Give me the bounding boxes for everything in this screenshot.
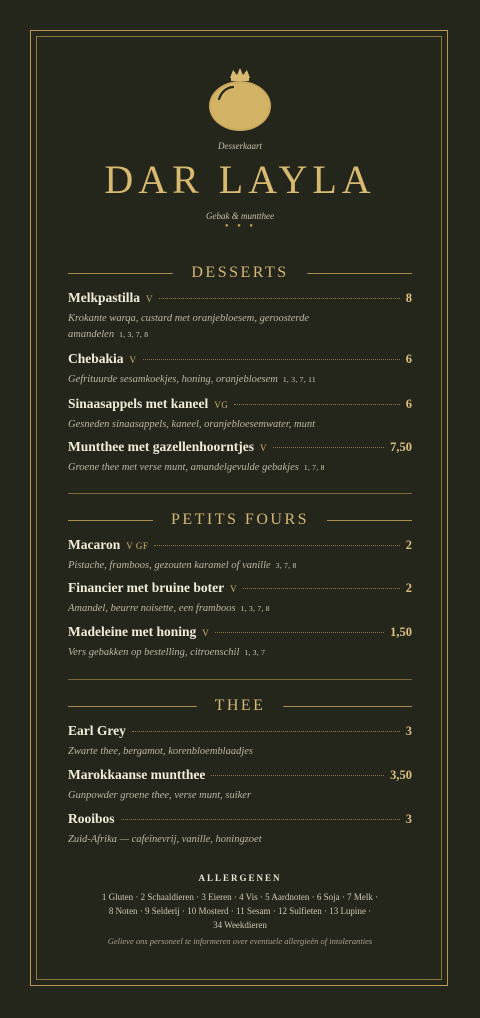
allergens-line: 8 Noten · 9 Selderij · 10 Mosterd · 11 Sesam · 12 Sulfieten · 13 Lupine · (108, 906, 372, 916)
dot-leader (121, 819, 400, 820)
item-name: Madeleine met honing (68, 624, 197, 639)
menu-item-chebakia (68, 351, 412, 388)
item-diet-tags: V (202, 628, 210, 638)
pomegranate-icon (205, 66, 275, 132)
item-description: Gunpowder groene thee, verse munt, suiker (68, 790, 252, 801)
item-price: 2 (405, 581, 412, 595)
item-name: Macaron (68, 537, 121, 552)
item-allergens: 1, 3, 7, 11 (282, 375, 316, 384)
allergens-title: ALLERGENEN (198, 873, 282, 883)
item-allergens: 1, 7, 8 (303, 463, 325, 472)
section-divider (68, 679, 412, 680)
dot-leader (159, 298, 400, 299)
dot-leader (243, 588, 400, 589)
item-price: 8 (405, 291, 412, 305)
item-diet-tags: V (146, 294, 154, 304)
item-name: Chebakia (68, 351, 124, 366)
item-description: Zuid-Afrika — cafeïnevrij, vanille, honingzoet (68, 834, 262, 845)
dot-leader (211, 775, 384, 776)
item-price: 3,50 (390, 768, 412, 782)
item-price: 3 (405, 724, 412, 738)
menu-item-rooibos (68, 811, 412, 848)
item-name: Melkpastilla (68, 290, 141, 305)
menu-subtitle: Desserkaart (218, 141, 262, 151)
item-name: Earl Grey (68, 723, 126, 738)
item-description (68, 311, 412, 343)
item-description: Zwarte thee, bergamot, korenbloemblaadjes (68, 746, 253, 757)
item-name: Sinaasappels met kaneel (68, 396, 209, 411)
menu-item-madeleine (68, 624, 412, 661)
item-description-line2: amandelen (68, 329, 115, 340)
rule-right (307, 273, 412, 274)
item-price: 6 (405, 352, 412, 366)
dot-leader (154, 545, 399, 546)
allergens-line: 34 Weekdieren (213, 920, 267, 930)
item-allergens: 1, 3, 7, 8 (119, 330, 149, 339)
menu-item-macaron (68, 537, 412, 574)
section-header-petits-fours (68, 512, 412, 528)
tagline: Gebak & muntthee (206, 211, 274, 221)
item-allergens: 3, 7, 8 (275, 561, 297, 570)
item-allergens: 1, 3, 7 (244, 648, 266, 657)
menu-item-melkpastilla (68, 290, 412, 343)
menu-item-financier (68, 580, 412, 617)
item-description (68, 601, 412, 617)
section-header-thee (68, 698, 412, 714)
item-diet-tags: VG (214, 400, 229, 410)
rule-right (327, 520, 412, 521)
rule-right (283, 706, 412, 707)
menu-item-sinaasappels (68, 396, 412, 433)
rule-left (68, 520, 153, 521)
item-allergens: 1, 3, 7, 8 (240, 604, 270, 613)
item-description-text: Groene thee met verse munt, amandelgevulde gebakjes (68, 462, 299, 473)
item-description-text: Gefrituurde sesamkoekjes, honing, oranjebloesem (68, 374, 278, 385)
dot-leader (132, 731, 400, 732)
section-title: PETITS FOURS (170, 511, 310, 528)
item-description (68, 460, 412, 476)
item-diet-tags: V (259, 443, 267, 453)
item-price: 1,50 (390, 625, 412, 639)
section-title: DESSERTS (191, 264, 289, 281)
menu-item-marokkaanse-muntthee (68, 767, 412, 804)
item-name: Rooibos (68, 811, 115, 826)
item-diet-tags: V (230, 584, 238, 594)
item-name: Marokkaanse muntthee (68, 767, 206, 782)
rule-left (68, 706, 197, 707)
section-header-desserts (68, 265, 412, 281)
menu-item-muntthee-gazellenhoorntjes (68, 439, 412, 476)
item-price: 6 (405, 397, 412, 411)
dot-leader (215, 632, 384, 633)
dot-leader (143, 359, 400, 360)
item-description-text: Pistache, framboos, gezouten karamel of vanille (68, 560, 271, 571)
ornament-dots: • • • (224, 222, 256, 232)
menu-item-earl-grey (68, 723, 412, 760)
restaurant-name: DAR LAYLA (104, 157, 376, 202)
item-description: Gesneden sinaasappels, kaneel, oranjebloesemwater, munt (68, 419, 316, 430)
allergens-list (74, 890, 406, 932)
item-description (68, 558, 412, 574)
item-description-text: Vers gebakken op bestelling, citroenschil (68, 647, 240, 658)
item-diet-tags: V GF (126, 541, 149, 551)
item-name: Muntthee met gazellenhoorntjes (68, 439, 254, 454)
item-price: 3 (405, 812, 412, 826)
section-title: THEE (214, 697, 266, 714)
allergens-line: 1 Gluten · 2 Schaaldieren · 3 Eieren · 4 Vis · 5 Aardnoten · 6 Soja · 7 Melk · (101, 892, 379, 902)
dot-leader (234, 404, 399, 405)
dot-leader (273, 447, 384, 448)
section-divider (68, 493, 412, 494)
item-description-line1: Krokante warqa, custard met oranjebloesem, geroosterde (68, 313, 309, 324)
item-description (68, 372, 412, 388)
item-price: 7,50 (390, 440, 412, 454)
item-description-text: Amandel, beurre noisette, een framboos (68, 603, 236, 614)
item-diet-tags: V (129, 355, 137, 365)
item-name: Financier met bruine boter (68, 580, 225, 595)
item-price: 2 (405, 538, 412, 552)
item-description (68, 645, 412, 661)
allergens-note: Gelieve ons personeel te informeren over eventuele allergieën of intoleranties (107, 936, 373, 946)
rule-left (68, 273, 173, 274)
